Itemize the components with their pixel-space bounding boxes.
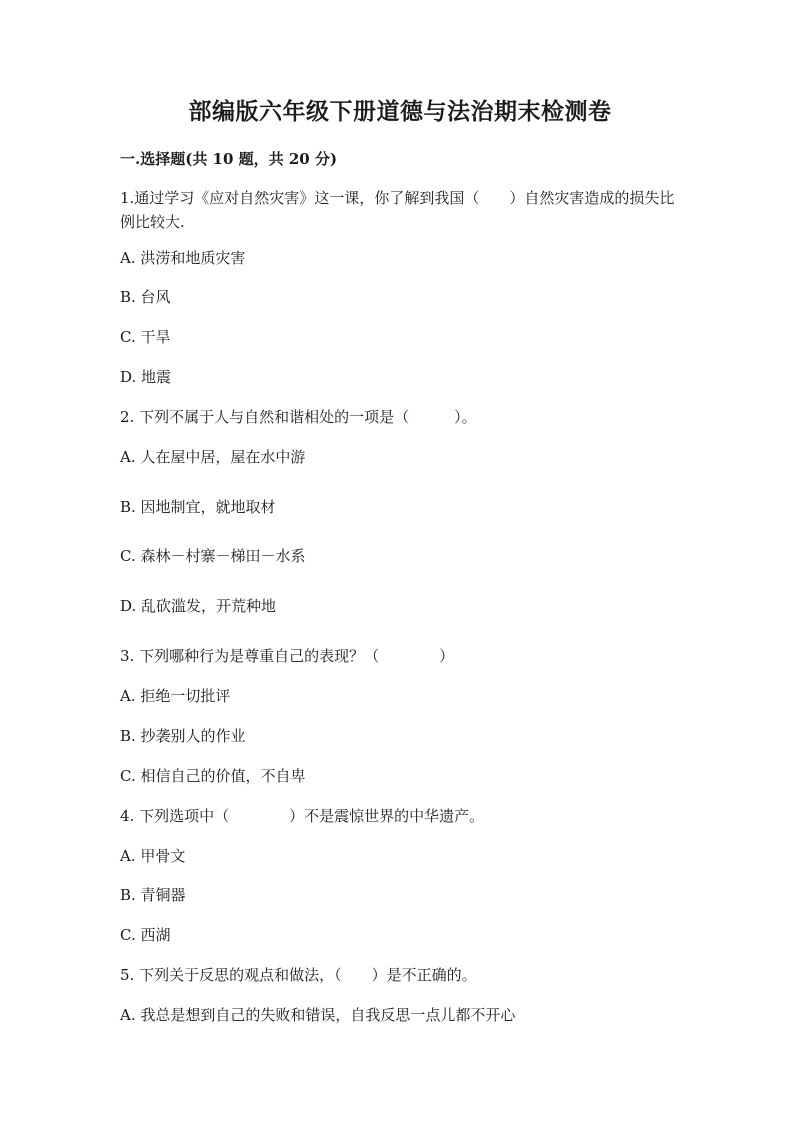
question-4-option-a: A. 甲骨文 xyxy=(120,847,186,865)
question-3-option-c: C. 相信自己的价值，不自卑 xyxy=(120,767,306,785)
question-2-text: 2. 下列不属于人与自然和谐相处的一项是（ ）。 xyxy=(120,408,477,426)
question-2-option-c: C. 森林－村寨－梯田－水系 xyxy=(120,547,306,565)
section-heading: 一.选择题(共 10 题，共 20 分) xyxy=(120,150,338,168)
question-5-option-a: A. 我总是想到自己的失败和错误，自我反思一点儿都不开心 xyxy=(120,1006,516,1024)
question-5-text: 5. 下列关于反思的观点和做法，（ ）是不正确的。 xyxy=(120,966,477,984)
question-4-text: 4. 下列选项中（ ）不是震惊世界的中华遗产。 xyxy=(120,807,485,825)
question-1-option-b: B. 台风 xyxy=(120,288,171,306)
question-1-option-c: C. 干旱 xyxy=(120,328,171,346)
question-3-text: 3. 下列哪种行为是尊重自己的表现？（ ） xyxy=(120,647,455,665)
question-1-option-a: A. 洪涝和地质灾害 xyxy=(120,249,246,267)
question-2-option-a: A. 人在屋中居，屋在水中游 xyxy=(120,448,306,466)
question-3-option-a: A. 拒绝一切批评 xyxy=(120,687,231,705)
page-title: 部编版六年级下册道德与法治期末检测卷 xyxy=(188,98,612,125)
question-4-option-c: C. 西湖 xyxy=(120,926,171,944)
question-2-option-b: B. 因地制宜，就地取材 xyxy=(120,498,276,516)
question-4-option-b: B. 青铜器 xyxy=(120,886,186,904)
question-1-option-d: D. 地震 xyxy=(120,368,172,386)
question-2-option-d: D. 乱砍滥发，开荒种地 xyxy=(120,597,277,615)
question-1-text: 1.通过学习《应对自然灾害》这一课，你了解到我国（ ）自然灾害造成的损失比例比较大. xyxy=(120,189,675,231)
question-3-option-b: B. 抄袭别人的作业 xyxy=(120,727,246,745)
